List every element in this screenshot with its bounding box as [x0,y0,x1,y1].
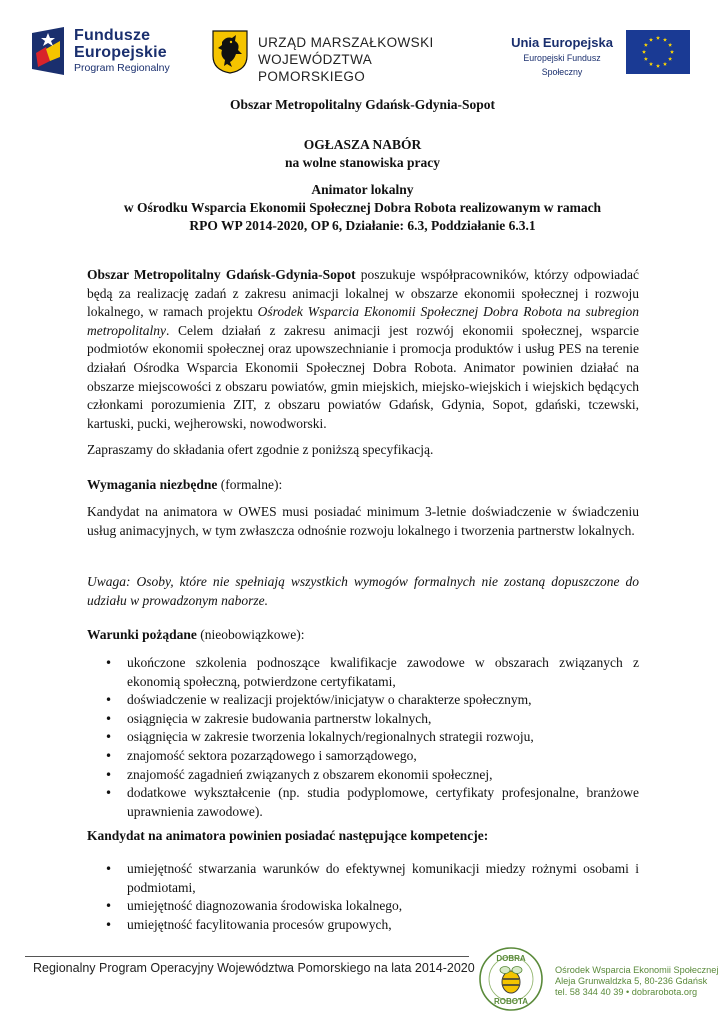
list-item: • znajomość sektora pozarządowego i samorządowego, [87,747,639,766]
announce-subtitle: na wolne stanowiska pracy [285,155,440,170]
dr-org-line3: tel. 58 344 40 39 • dobrarobota.org [555,987,698,997]
dr-logo-word2: ROBOTA [493,997,529,1006]
announce-title: OGŁASZA NABÓR [303,137,422,152]
ue-line2: Europejski Fundusz Społeczny [523,53,601,77]
required-text: Kandydat na animatora w OWES musi posiadać minimum 3-letnie doświadczenie w świadczeniu usług animacyjnych, w tym zwłaszcza odnośnie rozwoju lokalnego i tworzenia partnerstw lokalnych. [87,504,639,538]
invite-paragraph: Zapraszamy do składania ofert zgodnie z poniższą specyfikacją. [87,442,434,457]
dr-org-line2: Aleja Grunwaldzka 5, 80-236 Gdańsk [555,976,708,986]
dobra-robota-contact [555,965,718,998]
fundusze-europejskie-logo [30,25,200,79]
desired-list [87,654,639,821]
footer-divider [25,956,469,957]
unia-europejska-logo [502,30,700,78]
announce-heading [0,136,725,172]
desired-note: (nieobowiązkowe): [196,627,305,642]
competences-heading: Kandydat na animatora powinien posiadać następujące kompetencje: [87,828,489,843]
list-item: • ukończone szkolenia podnoszące kwalifikacje zawodowe w obszarach związanych z ekonomią społeczną, potwierdzone certyfikatami, [87,654,639,691]
intro-text-a: poszukuje współpracowników, którzy odpowiadać będą za realizację zadań z zakresu animacji lokalnej w obszarze ekonomii społecznej i rozwoju lokalnego, w ramach projektu [87,267,640,320]
fe-line3: Program Regionalny [74,62,170,74]
required-note: (formalne): [217,477,283,492]
fe-line2: Europejskie [74,44,167,61]
region-heading: Obszar Metropolitalny Gdańsk-Gdynia-Sopot [229,97,496,112]
griffin-crest-icon [212,30,248,74]
list-item: • znajomość zagadnień związanych z obszarem ekonomii społecznej, [87,766,639,785]
intro-org: Obszar Metropolitalny Gdańsk-Gdynia-Sopot [87,267,356,282]
desired-heading [87,626,639,645]
position-line3: RPO WP 2014-2020, OP 6, Działanie: 6.3, Poddziałanie 6.3.1 [189,218,536,233]
position-line2: w Ośrodku Wsparcia Ekonomii Społecznej Dobra Robota realizowanym w ramach [123,200,602,215]
dr-org-line1: Ośrodek Wsparcia Ekonomii Społecznej [555,965,719,975]
required-heading [87,476,639,495]
header-logos [30,22,700,82]
urzad-text [258,34,462,85]
intro-text-b: . Celem działań z zakresu animacji jest rozwój ekonomii społecznej, wsparcie podmiotów ekonomii społecznej oraz upowszechnianie i promocja produktów i usług PES na terenie działań Ośrodka Wsparcia Ekonomii Społecznej Dobra Robota. Animator powinien działać na obszarze miejscowości z obszaru powiatów, gmin miejskich, miejsko-wiejskich i wiejskich będących członkami porozumienia ZIT, z obszaru powiatów Gdańsk, Gdynia, Sopot, gdański, tczewski, kartuski, pucki, wejherowski, nowodworski. [87,322,639,431]
required-title: Wymagania niezbędne [87,477,218,492]
dobra-robota-logo [478,946,544,1012]
list-item: • umiejętność facylitowania procesów grupowych, [87,916,639,935]
fe-text [74,27,170,75]
list-item: • osiągnięcia w zakresie budowania partnerstw lokalnych, [87,710,639,729]
ue-text [502,35,622,79]
list-item: • umiejętność stwarzania warunków do efektywnej komunikacji miedzy rożnymi osobami i podmiotami, [87,860,639,897]
dr-logo-word1: DOBRA [496,954,526,963]
intro-project: Ośrodek Wsparcia Ekonomii Społecznej Dobra Robota na subregion metropolitalny [87,304,639,338]
urzad-line1: URZĄD MARSZAŁKOWSKI [258,35,434,50]
eu-flag-icon [626,30,690,74]
list-item: • doświadczenie w realizacji projektów/inicjatyw o charakterze społecznym, [87,691,639,710]
desired-title: Warunki pożądane [87,627,197,642]
footer-program: Regionalny Program Operacyjny Województwa Pomorskiego na lata 2014-2020 [33,961,475,975]
list-item: • osiągnięcia w zakresie tworzenia lokalnych/regionalnych strategii rozwoju, [87,728,639,747]
fe-star-mark-icon [30,27,66,75]
list-item: • umiejętność diagnozowania środowiska lokalnego, [87,897,639,916]
urzad-line2: WOJEWÓDZTWA POMORSKIEGO [258,52,372,84]
fe-line1: Fundusze [74,27,151,44]
urzad-marszalkowski-logo [212,30,462,84]
required-warning: Uwaga: Osoby, które nie spełniają wszystkich wymogów formalnych nie zostaną dopuszczone do udziału w prowadzonym naborze. [87,574,639,608]
intro-paragraph [87,266,639,433]
ue-line1: Unia Europejska [511,35,613,50]
competences-list [87,860,639,934]
position-heading [0,181,725,235]
position-title: Animator lokalny [311,182,414,197]
list-item: • dodatkowe wykształcenie (np. studia podyplomowe, certyfikaty profesjonalne, branżowe uprawnienia zawodowe). [87,784,639,821]
